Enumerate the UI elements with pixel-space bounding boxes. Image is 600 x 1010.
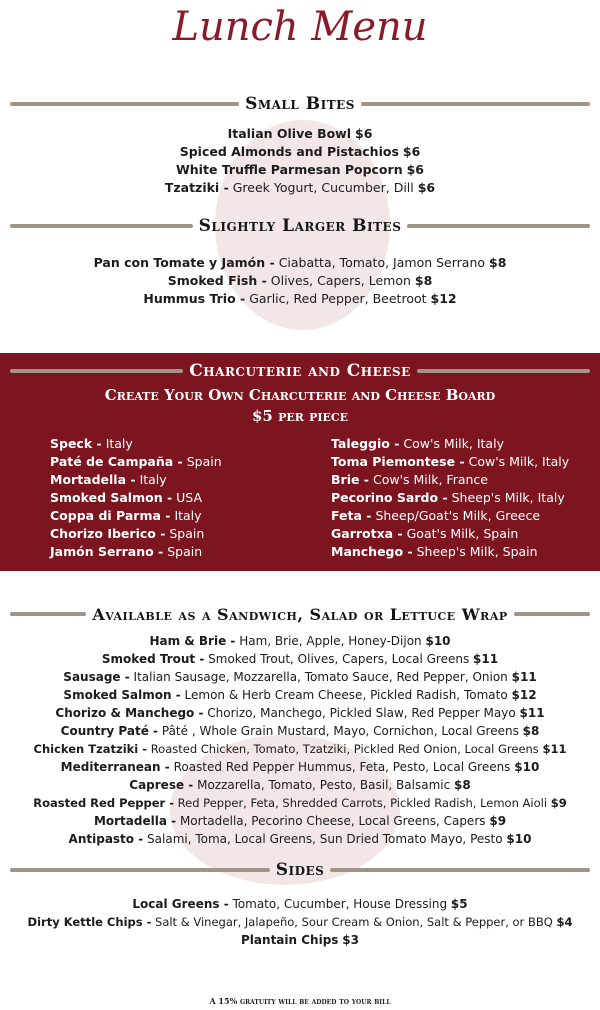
menu-item: Plantain Chips $3 — [241, 933, 359, 947]
divider — [10, 224, 193, 228]
menu-item: Dirty Kettle Chips - Salt & Vinegar, Jalapeño, Sour Cream & Onion, Salt & Pepper, or BBQ $4 — [27, 915, 573, 929]
menu-item: Smoked Trout - Smoked Trout, Olives, Capers, Local Greens $11 — [101, 652, 499, 666]
divider — [417, 369, 590, 373]
divider — [10, 369, 183, 373]
menu-item: Mediterranean - Roasted Red Pepper Hummus, Feta, Pesto, Local Greens $10 — [60, 760, 540, 774]
section-title: Slightly Larger Bites — [198, 216, 402, 236]
meat-item: Coppa di Parma - Italy — [50, 508, 202, 523]
cheese-item: Toma Piemontese - Cow's Milk, Italy — [331, 454, 570, 469]
cheeses-list — [331, 435, 569, 561]
menu-item: Local Greens - Tomato, Cucumber, House Dressing $5 — [132, 897, 468, 911]
menu-item: Hummus Trio - Garlic, Red Pepper, Beetroot $12 — [143, 291, 457, 306]
meat-item: Paté de Campaña - Spain — [50, 454, 222, 469]
meat-item: Speck - Italy — [50, 436, 133, 451]
divider — [514, 612, 590, 616]
section-header-larger-bites — [10, 213, 590, 239]
larger-bites-list — [0, 254, 600, 308]
divider — [10, 868, 270, 872]
section-header-small-bites — [10, 91, 590, 117]
divider — [10, 612, 86, 616]
section-title: Charcuterie and Cheese — [189, 361, 411, 381]
cheese-item: Manchego - Sheep's Milk, Spain — [331, 544, 538, 559]
meats-list — [50, 435, 222, 561]
menu-item: Italian Olive Bowl $6 — [227, 126, 373, 141]
sandwich-list — [0, 632, 600, 848]
meat-item: Chorizo Iberico - Spain — [50, 526, 205, 541]
meat-item: Mortadella - Italy — [50, 472, 167, 487]
menu-item: Sausage - Italian Sausage, Mozzarella, Tomato Sauce, Red Pepper, Onion $11 — [63, 670, 537, 684]
divider — [10, 102, 239, 106]
menu-item: Antipasto - Salami, Toma, Local Greens, Sun Dried Tomato Mayo, Pesto $10 — [68, 832, 532, 846]
menu-item: Roasted Red Pepper - Red Pepper, Feta, Shredded Carrots, Pickled Radish, Lemon Aioli $9 — [33, 796, 567, 810]
menu-item: Country Paté - Pâté , Whole Grain Mustard, Mayo, Cornichon, Local Greens $8 — [60, 724, 540, 738]
divider — [330, 868, 590, 872]
charcuterie-subtitle: Create Your Own Charcuterie and Cheese Board — [104, 386, 496, 404]
menu-item: Ham & Brie - Ham, Brie, Apple, Honey-Dijon $10 — [149, 634, 451, 648]
menu-item: White Truffle Parmesan Popcorn $6 — [176, 162, 424, 177]
menu-item: Caprese - Mozzarella, Tomato, Pesto, Basil, Balsamic $8 — [129, 778, 471, 792]
cheese-item: Feta - Sheep/Goat's Milk, Greece — [331, 508, 541, 523]
page-title: Lunch Menu — [172, 4, 428, 50]
menu-item: Chicken Tzatziki - Roasted Chicken, Tomato, Tzatziki, Pickled Red Onion, Local Greens $11 — [33, 742, 567, 756]
charcuterie-price: $5 per piece — [251, 407, 349, 425]
section-title: Small Bites — [245, 94, 355, 114]
section-header-sandwiches — [10, 601, 590, 627]
sides-list — [0, 895, 600, 949]
section-title: Sides — [275, 860, 325, 880]
menu-item: Tzatziki - Greek Yogurt, Cucumber, Dill $6 — [164, 180, 436, 195]
small-bites-list — [0, 125, 600, 197]
section-header-sides — [10, 857, 590, 883]
divider — [407, 224, 590, 228]
gratuity-note: A 15% gratuity will be added to your bill — [209, 996, 391, 1006]
divider — [361, 102, 590, 106]
menu-item: Mortadella - Mortadella, Pecorino Cheese, Local Greens, Capers $9 — [93, 814, 507, 828]
section-title: Available as a Sandwich, Salad or Lettuce Wrap — [92, 604, 508, 624]
cheese-item: Garrotxa - Goat's Milk, Spain — [331, 526, 519, 541]
menu-item: Smoked Salmon - Lemon & Herb Cream Cheese, Pickled Radish, Tomato $12 — [63, 688, 537, 702]
meat-item: Jamón Serrano - Spain — [50, 544, 203, 559]
menu-item: Spiced Almonds and Pistachios $6 — [179, 144, 421, 159]
menu-item: Pan con Tomate y Jamón - Ciabatta, Tomato, Jamon Serrano $8 — [93, 255, 507, 270]
section-header-charcuterie — [10, 358, 590, 384]
menu-item: Smoked Fish - Olives, Capers, Lemon $8 — [167, 273, 433, 288]
meat-item: Smoked Salmon - USA — [50, 490, 203, 505]
cheese-item: Brie - Cow's Milk, France — [331, 472, 488, 487]
cheese-item: Taleggio - Cow's Milk, Italy — [331, 436, 504, 451]
menu-item: Chorizo & Manchego - Chorizo, Manchego, Pickled Slaw, Red Pepper Mayo $11 — [55, 706, 545, 720]
cheese-item: Pecorino Sardo - Sheep's Milk, Italy — [331, 490, 565, 505]
